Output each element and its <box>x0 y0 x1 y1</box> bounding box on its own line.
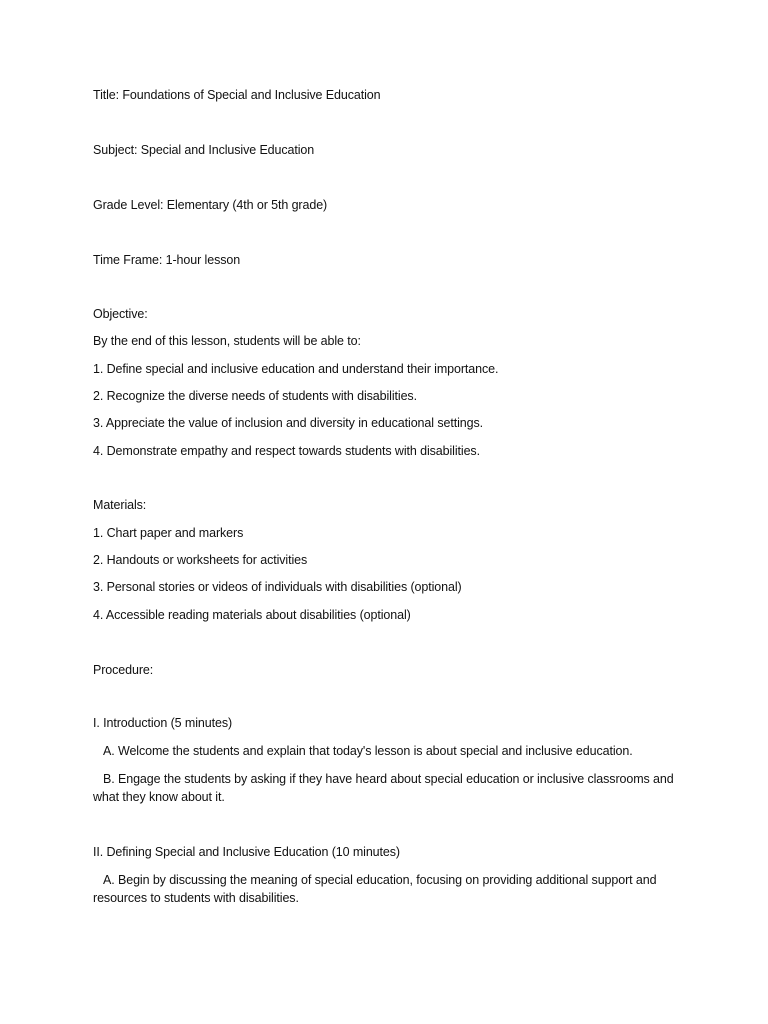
materials-heading: Materials: <box>93 498 147 512</box>
lesson-title: Title: Foundations of Special and Inclusive Education <box>93 88 381 102</box>
objective-item: 1. Define special and inclusive education and understand their importance. <box>93 362 499 376</box>
section-step: A. Begin by discussing the meaning of special education, focusing on providing additional support and resources to students with disabilities. <box>93 873 657 905</box>
section-step: A. Welcome the students and explain that today's lesson is about special and inclusive education. <box>103 744 633 758</box>
objective-item: 2. Recognize the diverse needs of students with disabilities. <box>93 389 417 403</box>
lesson-subject: Subject: Special and Inclusive Education <box>93 143 315 157</box>
materials-item: 1. Chart paper and markers <box>93 526 244 540</box>
grade-level: Grade Level: Elementary (4th or 5th grade) <box>93 198 328 212</box>
objective-intro: By the end of this lesson, students will be able to: <box>93 334 361 348</box>
materials-item: 2. Handouts or worksheets for activities <box>93 553 308 567</box>
objective-item: 3. Appreciate the value of inclusion and diversity in educational settings. <box>93 416 483 430</box>
materials-item: 3. Personal stories or videos of individuals with disabilities (optional) <box>93 580 462 594</box>
section-step: B. Engage the students by asking if they have heard about special education or inclusive classrooms and what they know about it. <box>93 772 674 804</box>
materials-item: 4. Accessible reading materials about disabilities (optional) <box>93 608 411 622</box>
section-heading: II. Defining Special and Inclusive Education (10 minutes) <box>93 845 400 859</box>
objective-item: 4. Demonstrate empathy and respect towards students with disabilities. <box>93 444 480 458</box>
objective-heading: Objective: <box>93 307 148 321</box>
section-heading: I. Introduction (5 minutes) <box>93 716 233 730</box>
time-frame: Time Frame: 1-hour lesson <box>93 253 241 267</box>
procedure-heading: Procedure: <box>93 663 154 677</box>
